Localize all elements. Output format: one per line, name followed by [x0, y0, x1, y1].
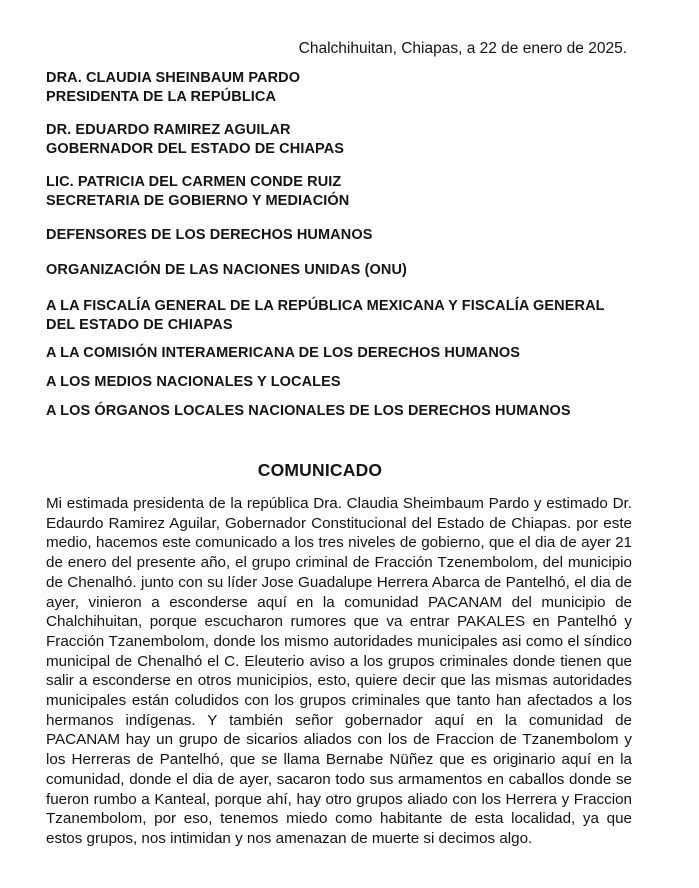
addressee-secretary: [46, 173, 656, 211]
addressee-fiscalia: [46, 297, 656, 335]
document-title: COMUNICADO: [257, 460, 383, 480]
addressee-line: A LOS MEDIOS NACIONALES Y LOCALES: [46, 374, 341, 390]
addressee-line: DRA. CLAUDIA SHEINBAUM PARDO: [46, 70, 301, 86]
date-line: Chalchihuitan, Chiapas, a 22 de enero de 2025.: [298, 40, 627, 57]
addressee-line: DEFENSORES DE LOS DERECHOS HUMANOS: [46, 227, 373, 243]
addressee-human-rights-defenders: [46, 226, 656, 245]
addressee-line: ORGANIZACIÓN DE LAS NACIONES UNIDAS (ONU): [46, 262, 407, 278]
body-paragraph: Mi estimada presidenta de la república Dra. Claudia Sheimbaum Pardo y estimado Dr. Edaurdo Ramirez Aguilar, Gobernador Constitucional del Estado de Chiapas. por este medio, hacemos este comunicado a los tres niveles de gobierno, que el dia de ayer 21 de enero del presente año, el grupo criminal de Fracción Tzenembolom, del municipio de Chenalhó. junto con su líder Jose Guadalupe Herrera Abarca de Pantelhó, el dia de ayer, vinieron a esconderse aquí en la comunidad PACANAM del municipio de Chalchihuitan, porque escucharon rumores que va entrar PAKALES en Pantelhó y Fracción Tzanembolom, donde los mismo autoridades municipales asi como el síndico municipal de Chenalhó el C. Eleuterio aviso a los grupos criminales donde tienen que salir a esconderse en otros municipios, esto, quiere decir que las mismas autoridades municipales están coludidos con los grupos criminales que tanto han afectados a los hermanos indígenas. Y también señor gobernador aquí en la comunidad de PACANAM hay un grupo de sicarios aliados con los de Fraccion de Tzanembolom y los Herreras de Pantelhó, que se llama Bernabe Nüñez que es originario aquí en la comunidad, donde el dia de ayer, sacaron todo sus armamentos en caballos donde se fueron rumbo a Kanteal, porque ahí, hay otro grupos aliado con los Herrera y Fraccion Tzanembolom, por eso, tenemos miedo como habitante de esta localidad, ya que estos grupos, nos intimidan y nos amenazan de muerte si decimos algo.: [46, 495, 632, 847]
addressee-list: [46, 69, 656, 421]
addressee-local-organs: [46, 402, 656, 421]
addressee-governor: [46, 121, 656, 159]
addressee-line: LIC. PATRICIA DEL CARMEN CONDE RUIZ: [46, 174, 342, 190]
addressee-media: [46, 373, 656, 392]
addressee-line: A LOS ÓRGANOS LOCALES NACIONALES DE LOS DERECHOS HUMANOS: [46, 403, 571, 419]
addressee-line: GOBERNADOR DEL ESTADO DE CHIAPAS: [46, 141, 345, 157]
addressee-line: A LA COMISIÓN INTERAMERICANA DE LOS DERECHOS HUMANOS: [46, 345, 521, 361]
addressee-line: DEL ESTADO DE CHIAPAS: [46, 317, 233, 333]
addressee-un: [46, 261, 656, 280]
addressee-line: PRESIDENTA DE LA REPÚBLICA: [46, 89, 277, 105]
addressee-cidh: [46, 344, 656, 363]
addressee-line: A LA FISCALÍA GENERAL DE LA REPÚBLICA MEXICANA Y FISCALÍA GENERAL: [46, 298, 605, 314]
addressee-president: [46, 69, 656, 107]
addressee-line: DR. EDUARDO RAMIREZ AGUILAR: [46, 122, 291, 138]
addressee-line: SECRETARIA DE GOBIERNO Y MEDIACIÓN: [46, 193, 350, 209]
